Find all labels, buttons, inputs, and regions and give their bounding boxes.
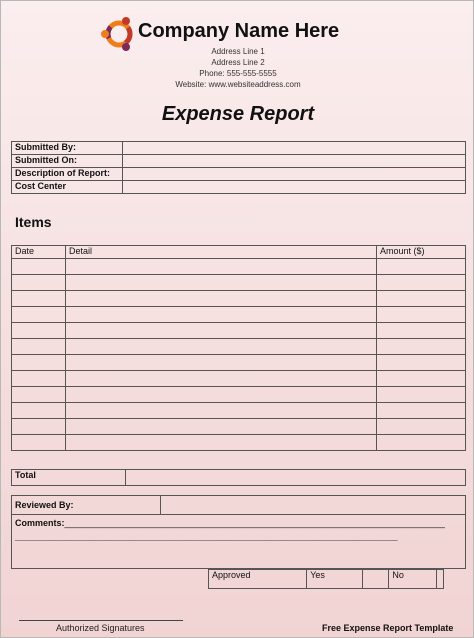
- info-row: [12, 181, 466, 194]
- date-cell[interactable]: [12, 371, 66, 387]
- amount-cell[interactable]: [377, 435, 466, 451]
- approved-no-checkbox[interactable]: [437, 570, 444, 589]
- detail-cell[interactable]: [66, 403, 377, 419]
- table-row: [12, 323, 466, 339]
- signature-label: Authorized Signatures: [56, 623, 145, 633]
- address-line-1: Address Line 1: [211, 47, 265, 56]
- approved-no-label: No: [389, 570, 437, 589]
- table-row: [12, 387, 466, 403]
- detail-cell[interactable]: [66, 275, 377, 291]
- amount-cell[interactable]: [377, 307, 466, 323]
- date-cell[interactable]: [12, 387, 66, 403]
- description-field[interactable]: [123, 168, 466, 181]
- amount-cell[interactable]: [377, 419, 466, 435]
- amount-cell[interactable]: [377, 323, 466, 339]
- cost-center-field[interactable]: [123, 181, 466, 194]
- date-cell[interactable]: [12, 419, 66, 435]
- info-label: Submitted On:: [12, 155, 123, 168]
- date-cell[interactable]: [12, 435, 66, 451]
- date-cell[interactable]: [12, 339, 66, 355]
- comments-underline: ____________________________________________________________________________: [64, 518, 445, 528]
- approved-yes-label: Yes: [307, 570, 363, 589]
- table-row: [12, 435, 466, 451]
- comments-row[interactable]: [15, 518, 445, 528]
- submitted-by-field[interactable]: [123, 142, 466, 155]
- reviewed-by-label: Reviewed By:: [15, 500, 74, 510]
- amount-cell[interactable]: [377, 403, 466, 419]
- detail-cell[interactable]: [66, 339, 377, 355]
- table-row: [12, 419, 466, 435]
- approved-label: Approved: [209, 570, 307, 589]
- report-info-table: [11, 141, 466, 194]
- submitted-on-field[interactable]: [123, 155, 466, 168]
- comments-line-2[interactable]: ______________________________________________________________________________________: [15, 532, 398, 541]
- info-row: [12, 142, 466, 155]
- date-cell[interactable]: [12, 403, 66, 419]
- column-header-amount: Amount ($): [377, 246, 466, 259]
- item-rows: [12, 259, 466, 451]
- date-cell[interactable]: [12, 355, 66, 371]
- amount-cell[interactable]: [377, 355, 466, 371]
- items-header-row: [12, 246, 466, 259]
- date-cell[interactable]: [12, 275, 66, 291]
- total-label: Total: [12, 470, 126, 486]
- reviewed-by-row: [12, 496, 465, 515]
- approval-row: [209, 570, 444, 589]
- detail-cell[interactable]: [66, 435, 377, 451]
- total-table: [11, 469, 466, 486]
- website-address: Website: www.websiteaddress.com: [175, 80, 301, 89]
- column-header-detail: Detail: [66, 246, 377, 259]
- approval-table: [208, 569, 444, 589]
- info-row: [12, 155, 466, 168]
- date-cell[interactable]: [12, 323, 66, 339]
- items-heading: Items: [15, 214, 52, 230]
- detail-cell[interactable]: [66, 291, 377, 307]
- table-row: [12, 275, 466, 291]
- address-line-2: Address Line 2: [211, 58, 265, 67]
- table-row: [12, 307, 466, 323]
- detail-cell[interactable]: [66, 307, 377, 323]
- date-cell[interactable]: [12, 259, 66, 275]
- table-row: [12, 291, 466, 307]
- table-row: [12, 339, 466, 355]
- amount-cell[interactable]: [377, 259, 466, 275]
- signature-line[interactable]: [19, 620, 183, 621]
- detail-cell[interactable]: [66, 323, 377, 339]
- amount-cell[interactable]: [377, 339, 466, 355]
- table-row: [12, 403, 466, 419]
- amount-cell[interactable]: [377, 275, 466, 291]
- items-table: [11, 245, 466, 451]
- detail-cell[interactable]: [66, 419, 377, 435]
- phone-number: Phone: 555-555-5555: [199, 69, 277, 78]
- amount-cell[interactable]: [377, 371, 466, 387]
- total-value[interactable]: [126, 470, 466, 486]
- approved-yes-checkbox[interactable]: [362, 570, 389, 589]
- detail-cell[interactable]: [66, 387, 377, 403]
- footer-title: Free Expense Report Template: [322, 623, 454, 633]
- date-cell[interactable]: [12, 307, 66, 323]
- table-row: [12, 259, 466, 275]
- column-header-date: Date: [12, 246, 66, 259]
- info-label: Submitted By:: [12, 142, 123, 155]
- info-label: Cost Center: [12, 181, 123, 194]
- comments-label: Comments:: [15, 518, 65, 528]
- info-row: [12, 168, 466, 181]
- detail-cell[interactable]: [66, 371, 377, 387]
- total-row: [12, 470, 466, 486]
- detail-cell[interactable]: [66, 355, 377, 371]
- table-row: [12, 371, 466, 387]
- report-title: Expense Report: [161, 103, 315, 125]
- company-header: [1, 11, 474, 91]
- info-label: Description of Report:: [12, 168, 123, 181]
- reviewed-by-divider: [160, 496, 161, 514]
- amount-cell[interactable]: [377, 387, 466, 403]
- review-section: [11, 495, 466, 569]
- company-name: Company Name Here: [138, 20, 340, 42]
- amount-cell[interactable]: [377, 291, 466, 307]
- table-row: [12, 355, 466, 371]
- detail-cell[interactable]: [66, 259, 377, 275]
- date-cell[interactable]: [12, 291, 66, 307]
